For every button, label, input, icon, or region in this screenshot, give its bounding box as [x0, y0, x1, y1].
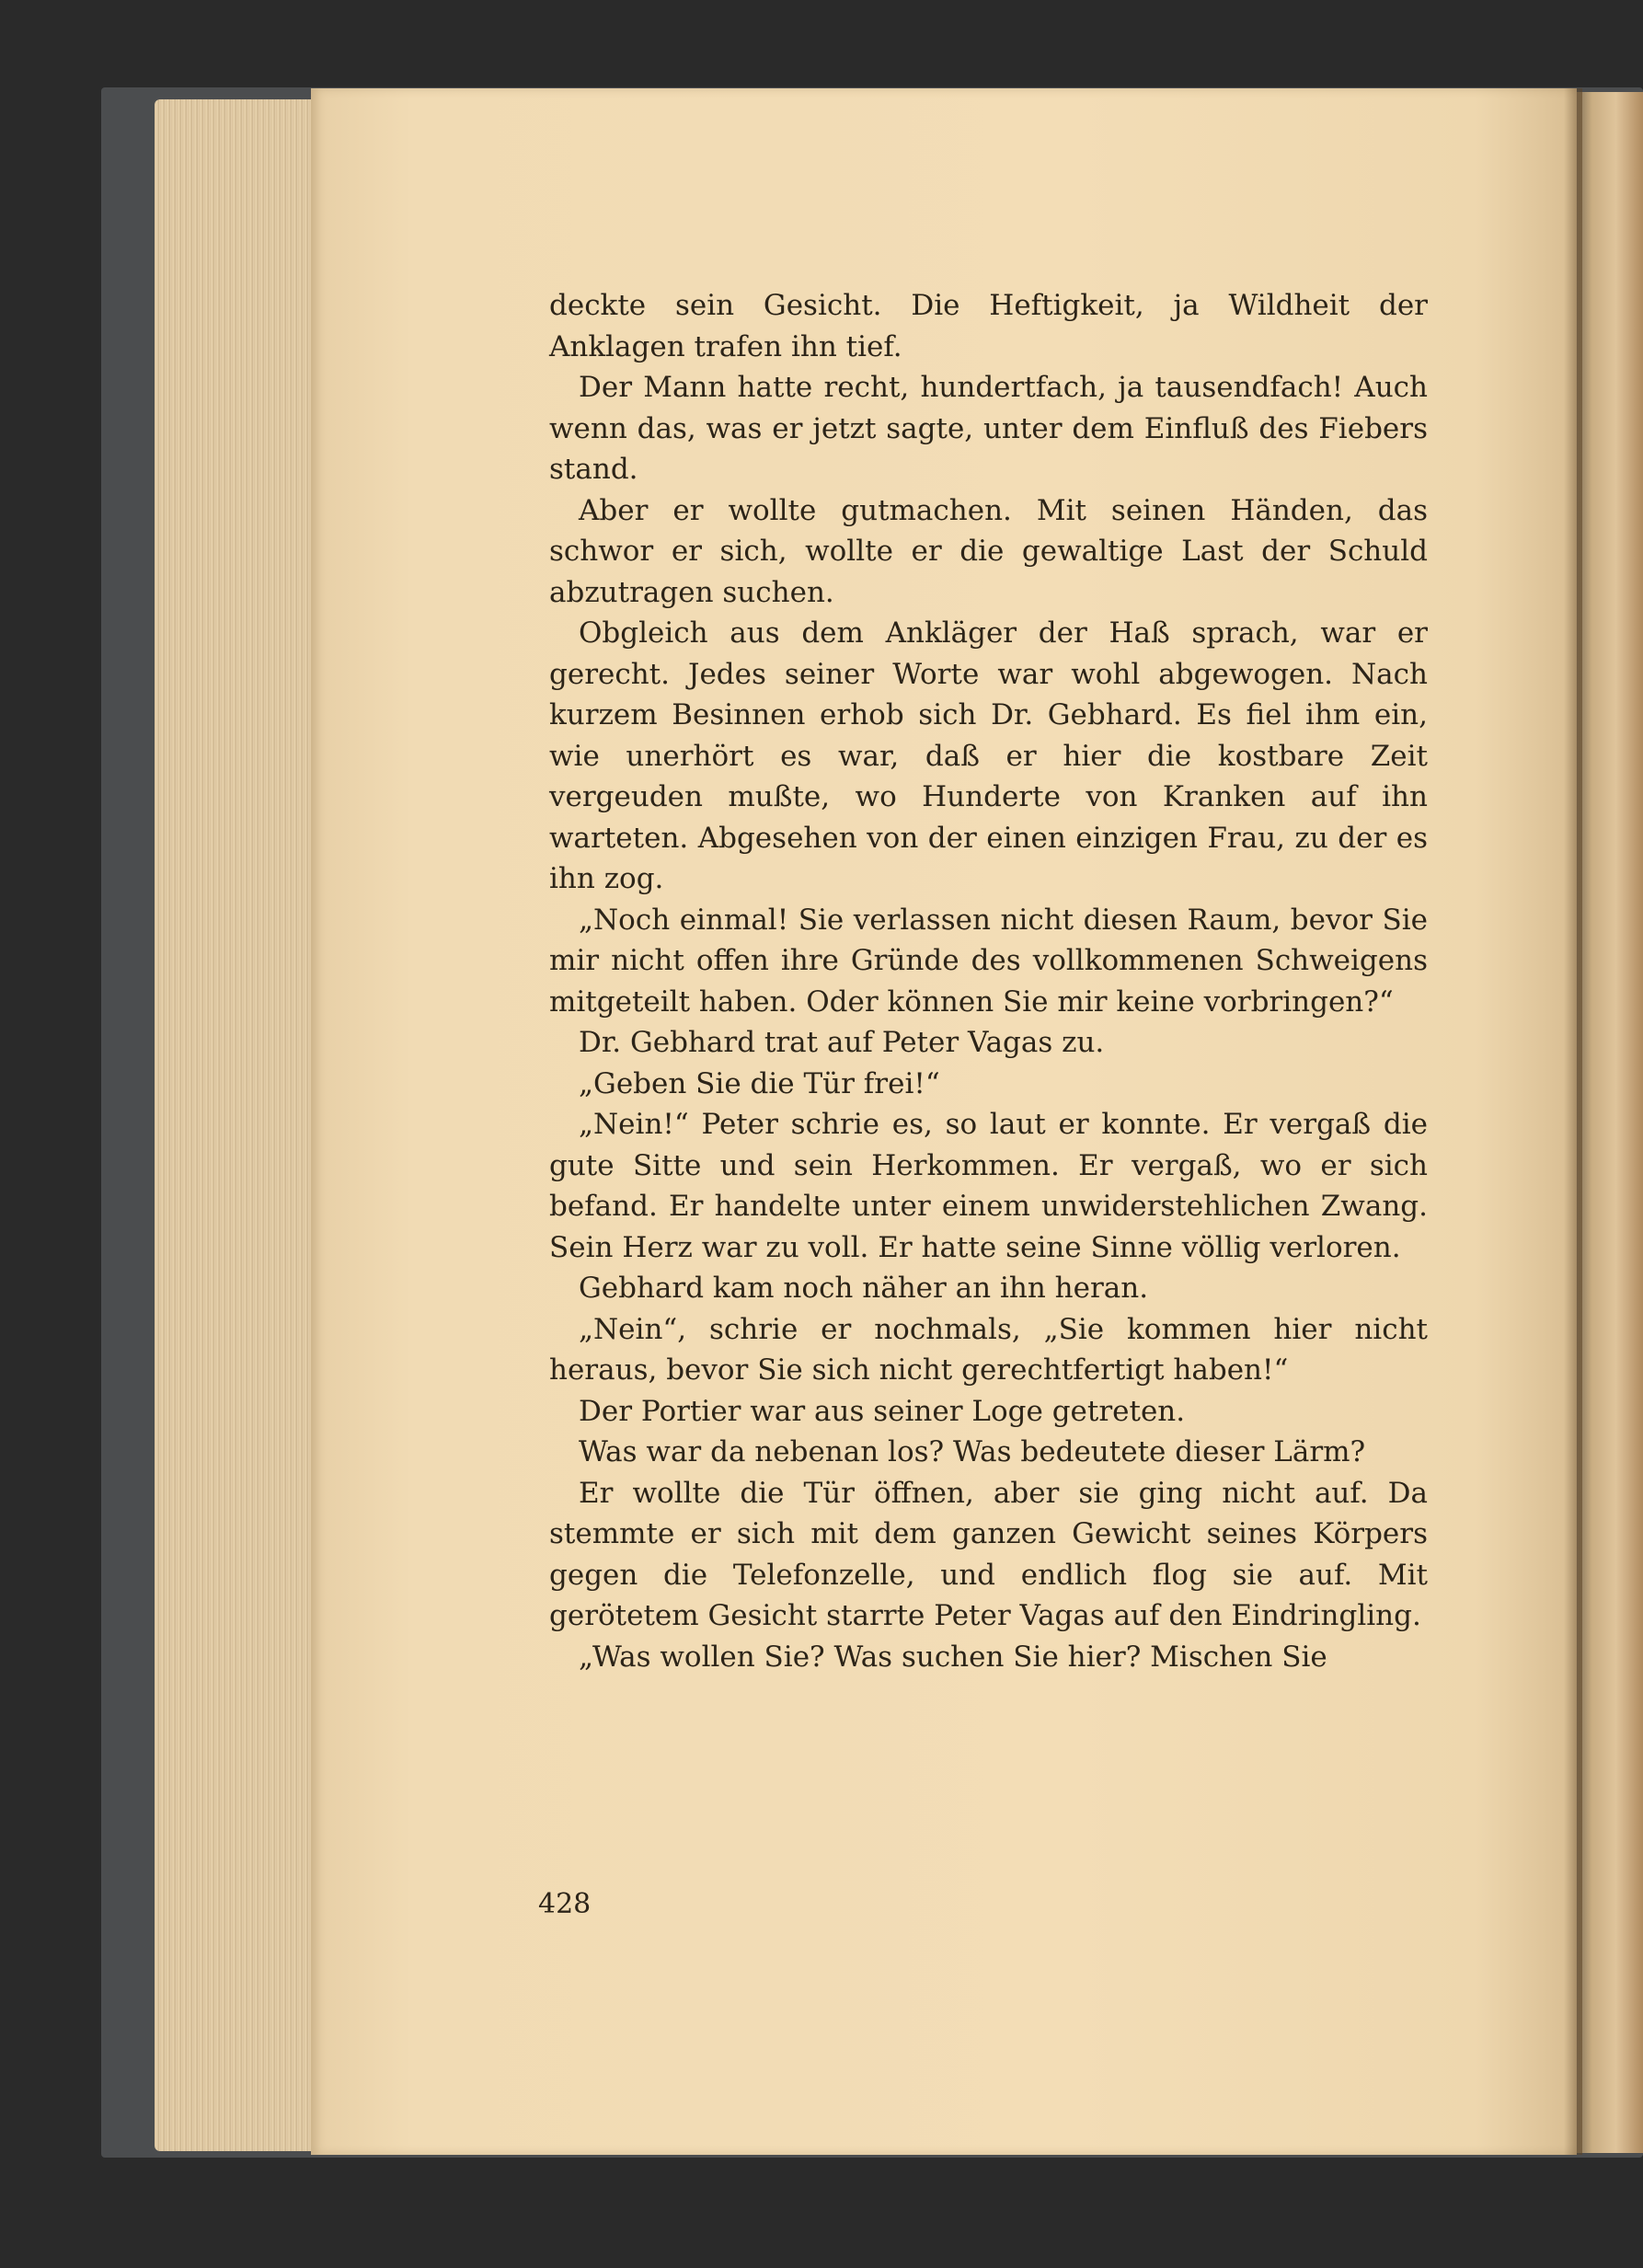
paragraph: „Was wollen Sie? Was suchen Sie hier? Mischen Sie [579, 1640, 1327, 1674]
page-number: 428 [538, 1888, 592, 1920]
paragraph: „Noch einmal! Sie verlassen nicht diesen Raum, bevor Sie mir nicht offen ihre Gründe des vollkommenen Schweigens mitgeteilt haben. Oder können Sie mir keine vorbringen?“ [549, 903, 1428, 1019]
paragraph: deckte sein Gesicht. Die Heftigkeit, ja Wildheit der Anklagen trafen ihn tief. [549, 289, 1428, 363]
facing-page-edge [1575, 92, 1643, 2153]
paragraph: Dr. Gebhard trat auf Peter Vagas zu. [579, 1026, 1105, 1059]
paragraph: Der Mann hatte recht, hundertfach, ja tausendfach! Auch wenn das, was er jetzt sagte, unter dem Einfluß des Fiebers stand. [549, 371, 1428, 486]
paragraph: Der Portier war aus seiner Loge getreten. [579, 1394, 1186, 1428]
body-text [549, 285, 1428, 1677]
paragraph: Obgleich aus dem Ankläger der Haß sprach, war er gerecht. Jedes seiner Worte war wohl abgewogen. Nach kurzem Besinnen erhob sich Dr. Gebhard. Es fiel ihm ein, wie unerhört es war, daß er hier die kostbare Zeit vergeuden mußte, wo Hunderte von Kranken auf ihn warteten. Abgesehen von der einen einzigen Frau, zu der es ihn zog. [549, 616, 1428, 895]
paragraph: Gebhard kam noch näher an ihn heran. [579, 1272, 1149, 1305]
paragraph: Er wollte die Tür öffnen, aber sie ging nicht auf. Da stemmte er sich mit dem ganzen Gewicht seines Körpers gegen die Telefonzelle, und endlich flog sie auf. Mit gerötetem Gesicht starrte Peter Vagas auf den Eindringling. [549, 1476, 1428, 1632]
gutter-shadow [1564, 88, 1582, 2155]
paragraph: „Nein“, schrie er nochmals, „Sie kommen hier nicht heraus, bevor Sie sich nicht gerechtfertigt haben!“ [549, 1312, 1428, 1387]
paragraph: „Geben Sie die Tür frei!“ [579, 1066, 940, 1100]
paragraph: Was war da nebenan los? Was bedeutete dieser Lärm? [579, 1435, 1366, 1468]
paragraph: „Nein!“ Peter schrie es, so laut er konnte. Er vergaß die gute Sitte und sein Herkommen. Er vergaß, wo er sich befand. Er handelte unter einem unwiderstehlichen Zwang. Sein Herz war zu voll. Er hatte seine Sinne völlig verloren. [549, 1108, 1428, 1264]
page-edges [155, 99, 329, 2151]
paragraph: Aber er wollte gutmachen. Mit seinen Händen, das schwor er sich, wollte er die gewaltige Last der Schuld abzutragen suchen. [549, 493, 1428, 609]
